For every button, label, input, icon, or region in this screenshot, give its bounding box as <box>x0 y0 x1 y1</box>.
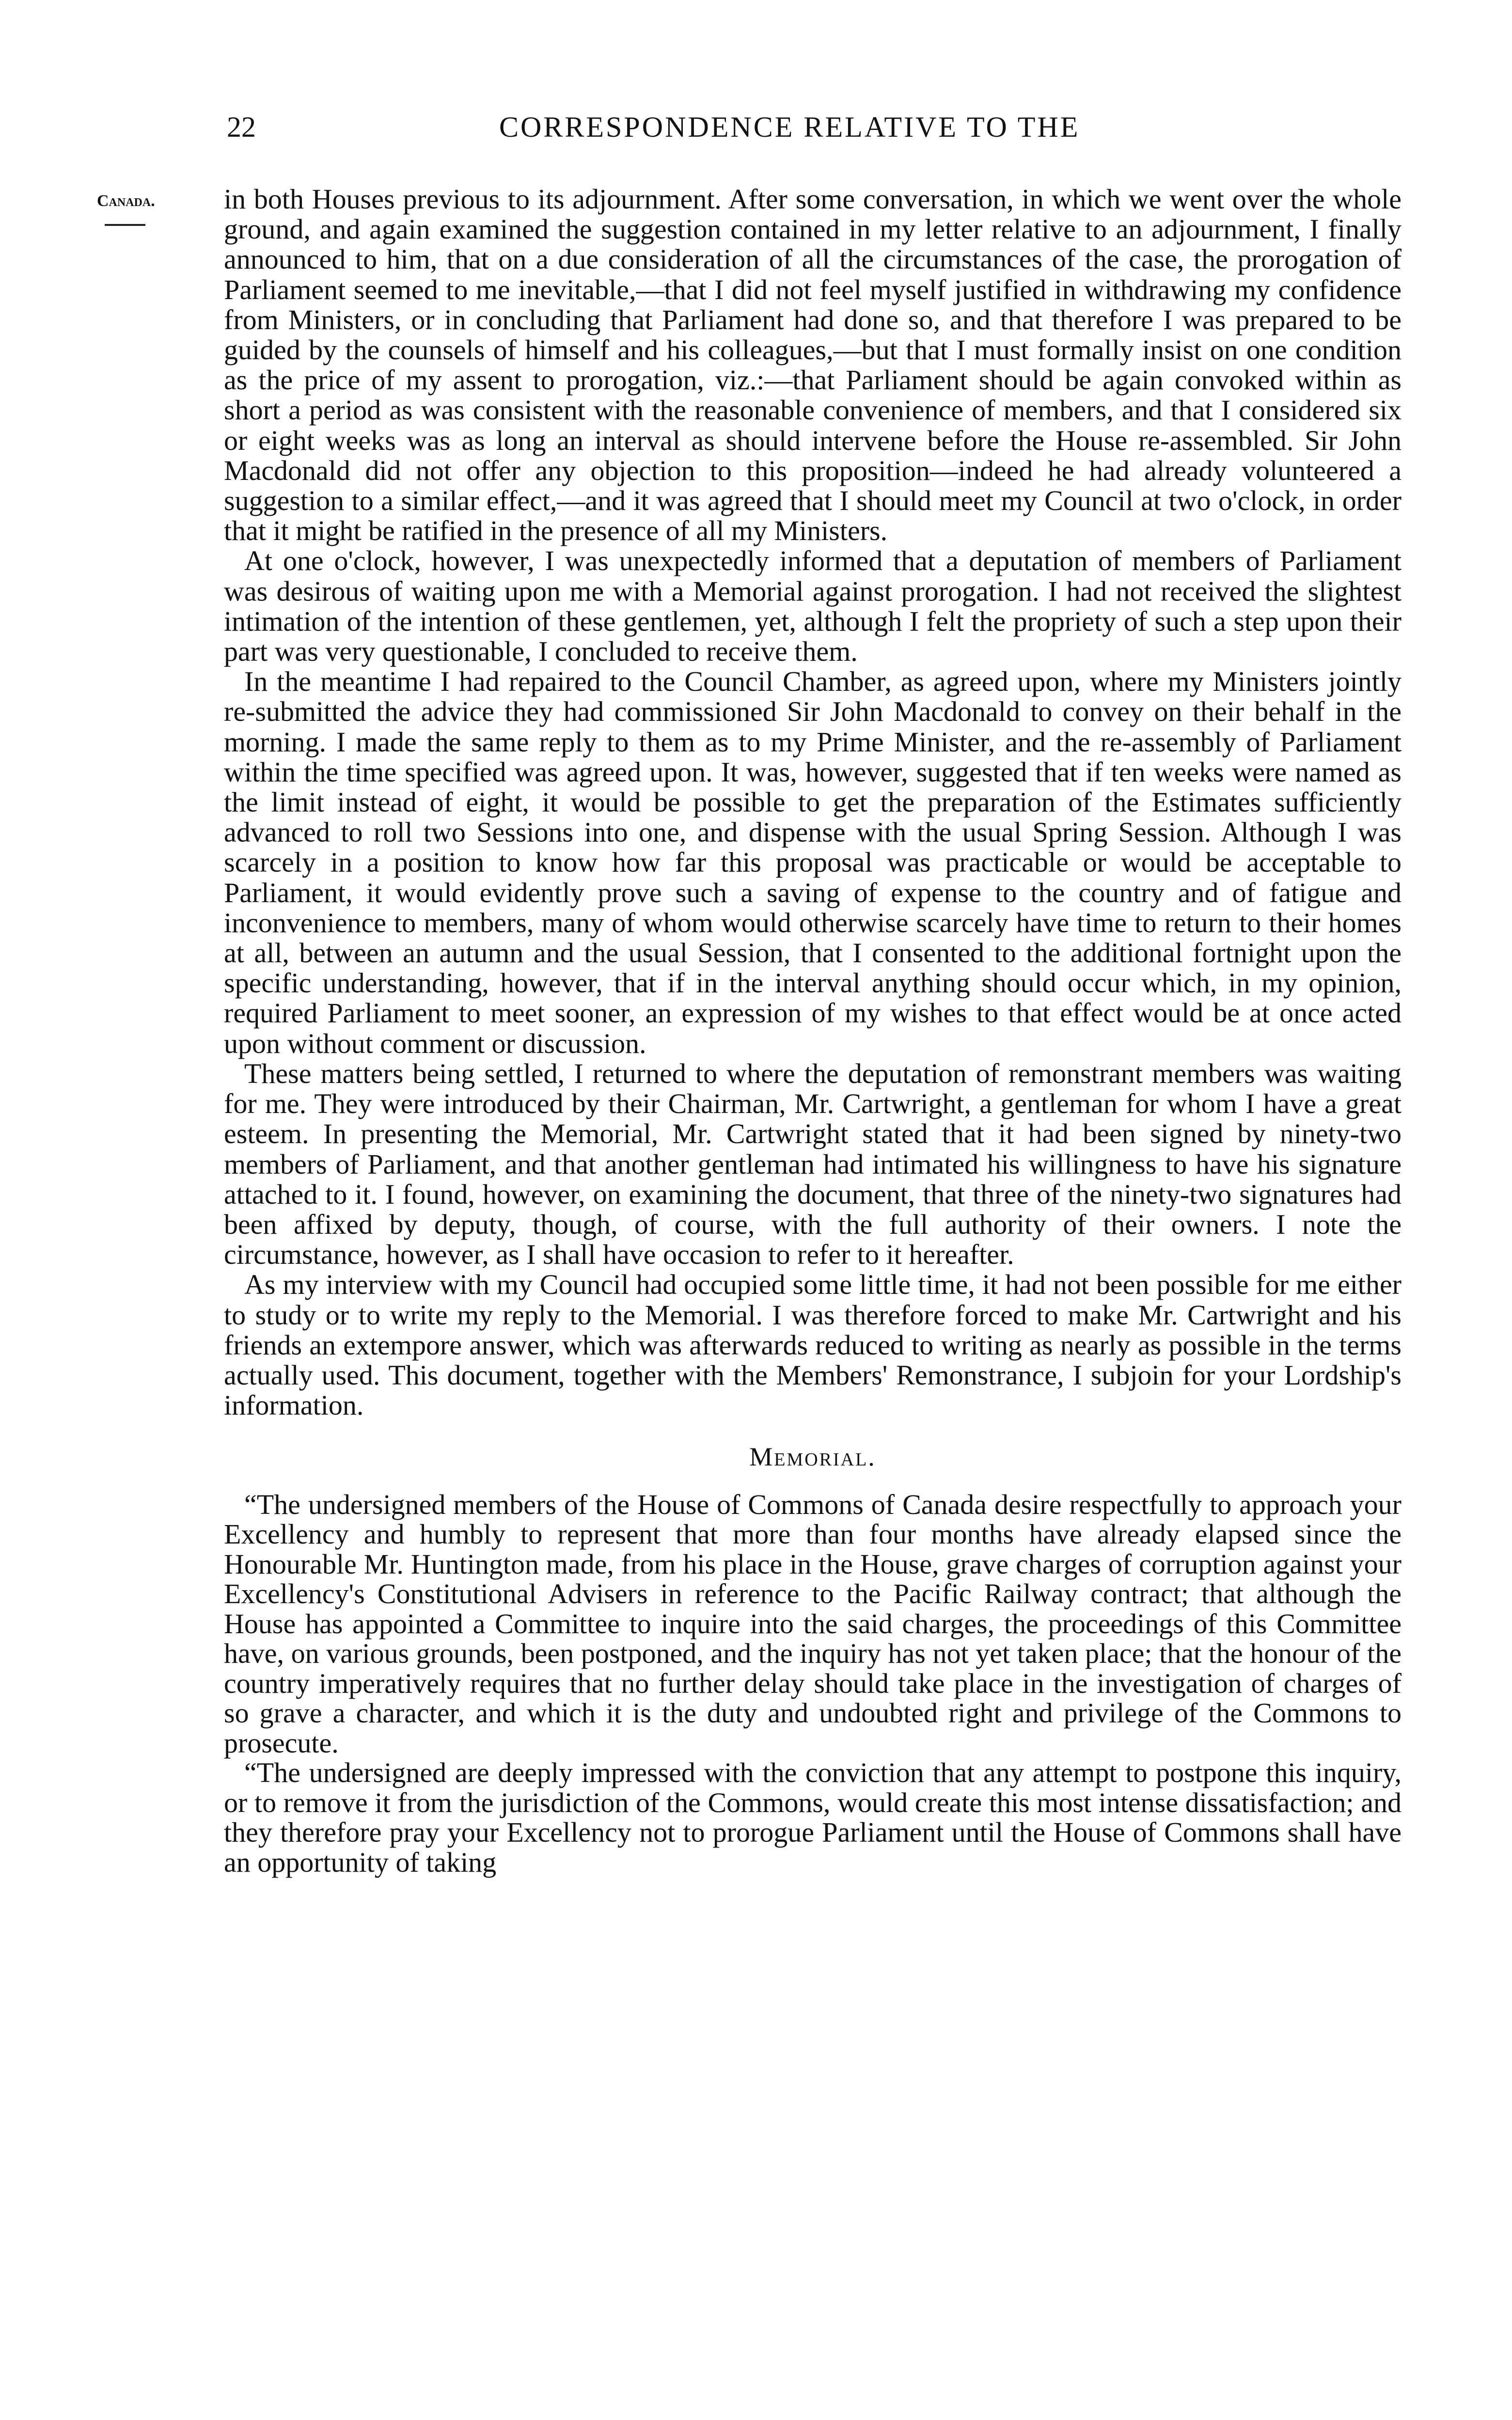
memorial-text <box>224 1490 1402 1878</box>
memorial-paragraph: “The undersigned members of the House of Commons of Canada desire respectfully to approach your Excellency and humbly to represent that more than four months have already elapsed since the Honourable Mr. Huntington made, from his place in the House, grave charges of corruption against your Excellency's Constitutional Advisers in reference to the Pacific Railway contract; that although the House has appointed a Committee to inquire into the said charges, the proceedings of this Committee have, on various grounds, been postponed, and the inquiry has not yet taken place; that the honour of the country imperatively requires that no further delay should take place in the investigation of charges of so grave a character, and which it is the duty and undoubted right and privilege of the Commons to prosecute. <box>224 1488 1402 1759</box>
main-text <box>224 184 1402 1877</box>
body-paragraph: In the meantime I had repaired to the Council Chamber, as agreed upon, where my Ministers jointly re-submitted the advice they had commissioned Sir John Macdonald to convey on their behalf in the morning. I made the same reply to them as to my Prime Minister, and the re-assembly of Parliament within the time specified was agreed upon. It was, however, suggested that if ten weeks were named as the limit instead of eight, it would be possible to get the preparation of the Estimates sufficiently advanced to roll two Sessions into one, and dispense with the usual Spring Session. Although I was scarcely in a position to know how far this proposal was practicable or would be acceptable to Parliament, it would evidently prove such a saving of expense to the country and of fatigue and inconvenience to members, many of whom would otherwise scarcely have time to return to their homes at all, between an autumn and the usual Session, that I consented to the additional fortnight upon the specific understanding, however, that if in the interval anything should occur which, in my opinion, required Parliament to meet sooner, an expression of my wishes to that effect would be at once acted upon without comment or discussion. <box>224 666 1402 1059</box>
running-title: CORRESPONDENCE RELATIVE TO THE <box>499 111 1080 143</box>
body-paragraph: These matters being settled, I returned to where the deputation of remonstrant members was waiting for me. They were introduced by their Chairman, Mr. Cartwright, a gentleman for whom I have a great esteem. In presenting the Memorial, Mr. Cartwright stated that it had been signed by ninety-two members of Parliament, and that another gentleman had intimated his willingness to have his signature attached to it. I found, however, on examining the document, that three of the ninety-two signatures had been affixed by deputy, though, of course, with the full authority of their owners. I note the circumstance, however, as I shall have occasion to refer to it hereafter. <box>224 1057 1402 1271</box>
memorial-heading: Memorial. <box>749 1442 876 1472</box>
body-paragraph: At one o'clock, however, I was unexpectedly informed that a deputation of members of Parliament was desirous of waiting upon me with a Memorial against prorogation. I had not received the slightest intimation of the intention of these gentlemen, yet, although I felt the propriety of such a step upon their part was very questionable, I concluded to receive them. <box>224 545 1402 668</box>
page-number: 22 <box>227 111 256 143</box>
margin-divider <box>105 224 145 226</box>
body-paragraph: As my interview with my Council had occupied some little time, it had not been possible for me either to study or to write my reply to the Memorial. I was therefore forced to make Mr. Cartwright and his friends an extempore answer, which was afterwards reduced to writing as nearly as possible in the terms actually used. This document, together with the Members' Remonstrance, I subjoin for your Lordship's information. <box>224 1269 1402 1421</box>
margin-note: Canada. <box>97 192 155 210</box>
body-paragraph: in both Houses previous to its adjournment. After some conversation, in which we went over the whole ground, and again examined the suggestion contained in my letter relative to an adjournment, I finally announced to him, that on a due consideration of all the circumstances of the case, the prorogation of Parliament seemed to me inevitable,—that I did not feel myself justified in withdrawing my confidence from Ministers, or in concluding that Parliament had done so, and that therefore I was prepared to be guided by the counsels of himself and his colleagues,—but that I must formally insist on one condition as the price of my assent to prorogation, viz.:—that Parliament should be again convoked within as short a period as was consistent with the reasonable convenience of members, and that I considered six or eight weeks was as long an interval as should intervene before the House re-assembled. Sir John Macdonald did not offer any objection to this proposition—indeed he had already volunteered a suggestion to a similar effect,—and it was agreed that I should meet my Council at two o'clock, in order that it might be ratified in the presence of all my Ministers. <box>224 183 1402 547</box>
memorial-paragraph: “The undersigned are deeply impressed with the conviction that any attempt to postpone this inquiry, or to remove it from the jurisdiction of the Commons, would create this most intense dissatisfaction; and they therefore pray your Excellency not to prorogue Parliament until the House of Commons shall have an opportunity of taking <box>224 1757 1402 1878</box>
